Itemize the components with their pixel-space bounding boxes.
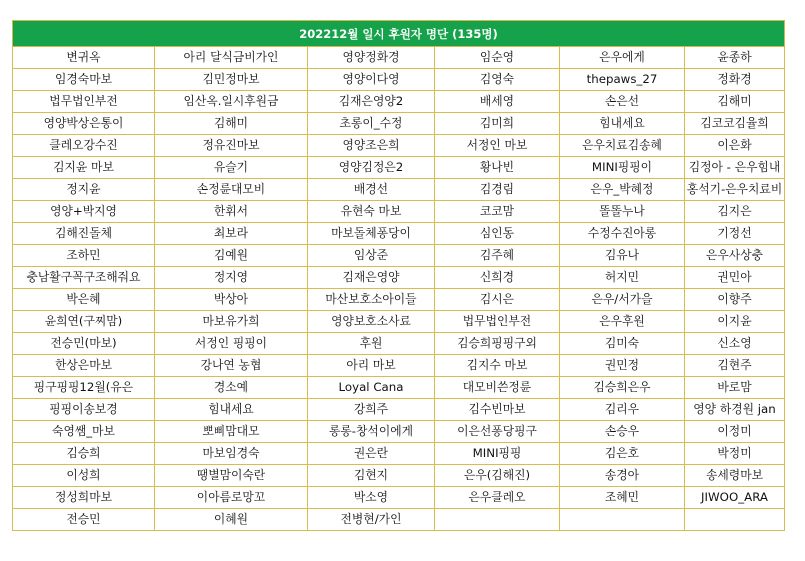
donor-cell: 김리우	[560, 399, 685, 421]
donor-cell: 손정륜대모비	[155, 179, 308, 201]
donor-cell: thepaws_27	[560, 69, 685, 91]
donor-cell: 정유진마보	[155, 135, 308, 157]
donor-cell: 김해미	[155, 113, 308, 135]
donor-cell: JIWOO_ARA	[685, 487, 785, 509]
donor-cell: 김유나	[560, 245, 685, 267]
donor-cell: 땡별맘이숙란	[155, 465, 308, 487]
donor-cell: 은우후원	[560, 311, 685, 333]
donor-cell: 김재은영양	[308, 267, 435, 289]
table-row	[13, 113, 785, 135]
donor-cell: 이혜원	[155, 509, 308, 531]
donor-cell: 김시은	[435, 289, 560, 311]
donor-cell: 손승우	[560, 421, 685, 443]
donor-cell: 김주혜	[435, 245, 560, 267]
donor-cell: 김지수 마보	[435, 355, 560, 377]
table-row	[13, 355, 785, 377]
donor-cell: 이성희	[13, 465, 155, 487]
donor-cell: 김민정마보	[155, 69, 308, 91]
donor-cell: 영양보호소사료	[308, 311, 435, 333]
donor-cell: 아리 달식금비가인	[155, 47, 308, 69]
donor-cell: 김경림	[435, 179, 560, 201]
donor-cell: MINI핑핑이	[560, 157, 685, 179]
donor-cell: 임순영	[435, 47, 560, 69]
donor-cell	[435, 509, 560, 531]
donor-cell: 김승희핑핑구외	[435, 333, 560, 355]
donor-cell: 박정미	[685, 443, 785, 465]
donor-cell: 영양이다영	[308, 69, 435, 91]
donor-cell: 힘내세요	[560, 113, 685, 135]
table-row	[13, 311, 785, 333]
table-row	[13, 399, 785, 421]
donor-cell: 힘내세요	[155, 399, 308, 421]
donor-cell: 은우사상충	[685, 245, 785, 267]
donor-cell: 바로맘	[685, 377, 785, 399]
donor-cell: 마보돌체퐁당이	[308, 223, 435, 245]
donor-cell: 권민아	[685, 267, 785, 289]
donor-cell: 임산옥.일시후원금	[155, 91, 308, 113]
donor-cell: 후원	[308, 333, 435, 355]
donor-cell: 김수빈마보	[435, 399, 560, 421]
donor-table-body	[13, 47, 785, 531]
table-row	[13, 157, 785, 179]
donor-cell: 아리 마보	[308, 355, 435, 377]
donor-cell: 김승희	[13, 443, 155, 465]
donor-cell: 한상은마보	[13, 355, 155, 377]
donor-cell: MINI핑핑	[435, 443, 560, 465]
donor-cell: 법무법인부전	[13, 91, 155, 113]
table-row	[13, 509, 785, 531]
donor-cell: 대모비쓴정륜	[435, 377, 560, 399]
donor-cell: 전병현/가인	[308, 509, 435, 531]
donor-cell: 권민정	[560, 355, 685, 377]
donor-cell: 은우치료김송혜	[560, 135, 685, 157]
donor-cell: 기정선	[685, 223, 785, 245]
donor-cell: 이지윤	[685, 311, 785, 333]
donor-cell: 윤희연(구찌맘)	[13, 311, 155, 333]
donor-cell: 한휘서	[155, 201, 308, 223]
table-row	[13, 135, 785, 157]
donor-cell: 경소예	[155, 377, 308, 399]
table-title: 202212월 일시 후원자 명단 (135명)	[13, 21, 785, 47]
table-row	[13, 421, 785, 443]
table-row	[13, 69, 785, 91]
donor-cell: 손은선	[560, 91, 685, 113]
donor-cell: 정화경	[685, 69, 785, 91]
donor-cell: 마산보호소아이들	[308, 289, 435, 311]
donor-cell: 영양정화경	[308, 47, 435, 69]
donor-cell: 박은혜	[13, 289, 155, 311]
donor-cell: 임경숙마보	[13, 69, 155, 91]
table-row	[13, 289, 785, 311]
donor-cell: 클레오강수진	[13, 135, 155, 157]
donor-cell: 유현숙 마보	[308, 201, 435, 223]
donor-cell: 배경선	[308, 179, 435, 201]
donor-cell: 롱롱-창석이에게	[308, 421, 435, 443]
donor-cell: 김미희	[435, 113, 560, 135]
donor-cell: 허지민	[560, 267, 685, 289]
table-row	[13, 443, 785, 465]
table-row	[13, 223, 785, 245]
table-row	[13, 333, 785, 355]
title-row	[13, 21, 785, 47]
donor-cell: 뽀삐맘대모	[155, 421, 308, 443]
table-row	[13, 377, 785, 399]
donor-cell: 김해미	[685, 91, 785, 113]
donor-cell: 박소영	[308, 487, 435, 509]
donor-cell: 전승민	[13, 509, 155, 531]
donor-cell: 심인동	[435, 223, 560, 245]
donor-cell: 신희경	[435, 267, 560, 289]
donor-cell: 핑핑이송보경	[13, 399, 155, 421]
donor-cell: 신소영	[685, 333, 785, 355]
donor-cell: 충남활구꼭구조해줘요	[13, 267, 155, 289]
donor-cell: 영양김정은2	[308, 157, 435, 179]
donor-cell: 이정미	[685, 421, 785, 443]
donor-cell: 은우/서가을	[560, 289, 685, 311]
donor-cell: 정지영	[155, 267, 308, 289]
donor-cell: 은우에게	[560, 47, 685, 69]
donor-cell: 김미숙	[560, 333, 685, 355]
donor-cell: 황나빈	[435, 157, 560, 179]
donor-cell: 영양조은희	[308, 135, 435, 157]
donor-cell: 핑구핑핑12월(유은	[13, 377, 155, 399]
table-row	[13, 47, 785, 69]
donor-cell: 배세영	[435, 91, 560, 113]
donor-cell: 강희주	[308, 399, 435, 421]
donor-table	[12, 20, 785, 531]
donor-cell: 김지은	[685, 201, 785, 223]
donor-cell: 이은화	[685, 135, 785, 157]
donor-cell: 김현지	[308, 465, 435, 487]
donor-cell: 윤종하	[685, 47, 785, 69]
donor-cell: 박상아	[155, 289, 308, 311]
donor-cell: 홍석기-은우치료비	[685, 179, 785, 201]
donor-cell: 전승민(마보)	[13, 333, 155, 355]
donor-cell: 마보유가희	[155, 311, 308, 333]
donor-cell: 김예원	[155, 245, 308, 267]
donor-cell: 영양박상은통이	[13, 113, 155, 135]
donor-cell: 영양 하경원 jan	[685, 399, 785, 421]
table-row	[13, 487, 785, 509]
donor-cell: 은우클레오	[435, 487, 560, 509]
donor-cell: 송세령마보	[685, 465, 785, 487]
donor-cell: 초롱이_수정	[308, 113, 435, 135]
donor-cell: 변귀옥	[13, 47, 155, 69]
donor-cell: 수정수진아롱	[560, 223, 685, 245]
donor-cell: 김지윤 마보	[13, 157, 155, 179]
donor-cell: 조하민	[13, 245, 155, 267]
donor-cell: Loyal Cana	[308, 377, 435, 399]
donor-cell: 이아름로망꼬	[155, 487, 308, 509]
donor-cell	[560, 509, 685, 531]
table-row	[13, 465, 785, 487]
donor-cell: 법무법인부전	[435, 311, 560, 333]
table-row	[13, 201, 785, 223]
donor-cell: 김은호	[560, 443, 685, 465]
donor-cell: 김승희은우	[560, 377, 685, 399]
donor-cell: 코코맘	[435, 201, 560, 223]
donor-cell: 김코코김율희	[685, 113, 785, 135]
donor-cell: 똘똘누나	[560, 201, 685, 223]
donor-cell: 은우(김해진)	[435, 465, 560, 487]
table-row	[13, 245, 785, 267]
donor-cell: 은우_박혜정	[560, 179, 685, 201]
donor-cell: 송경아	[560, 465, 685, 487]
table-row	[13, 267, 785, 289]
donor-cell	[685, 509, 785, 531]
donor-cell: 서정인 핑핑이	[155, 333, 308, 355]
table-row	[13, 91, 785, 113]
donor-cell: 마보임경숙	[155, 443, 308, 465]
donor-cell: 조혜민	[560, 487, 685, 509]
donor-cell: 이은선퐁당핑구	[435, 421, 560, 443]
donor-cell: 김해진돌체	[13, 223, 155, 245]
donor-cell: 이향주	[685, 289, 785, 311]
donor-cell: 최보라	[155, 223, 308, 245]
donor-list-sheet	[12, 20, 784, 531]
donor-cell: 영양+박지영	[13, 201, 155, 223]
donor-cell: 정지윤	[13, 179, 155, 201]
donor-cell: 김현주	[685, 355, 785, 377]
donor-cell: 숙영쌤_마보	[13, 421, 155, 443]
donor-cell: 김정아 - 은우힘내	[685, 157, 785, 179]
donor-cell: 정성희마보	[13, 487, 155, 509]
donor-cell: 유슬기	[155, 157, 308, 179]
table-row	[13, 179, 785, 201]
donor-cell: 김영숙	[435, 69, 560, 91]
donor-cell: 서정인 마보	[435, 135, 560, 157]
donor-cell: 강나연 농협	[155, 355, 308, 377]
donor-cell: 김재은영양2	[308, 91, 435, 113]
donor-cell: 권은란	[308, 443, 435, 465]
donor-cell: 임상준	[308, 245, 435, 267]
